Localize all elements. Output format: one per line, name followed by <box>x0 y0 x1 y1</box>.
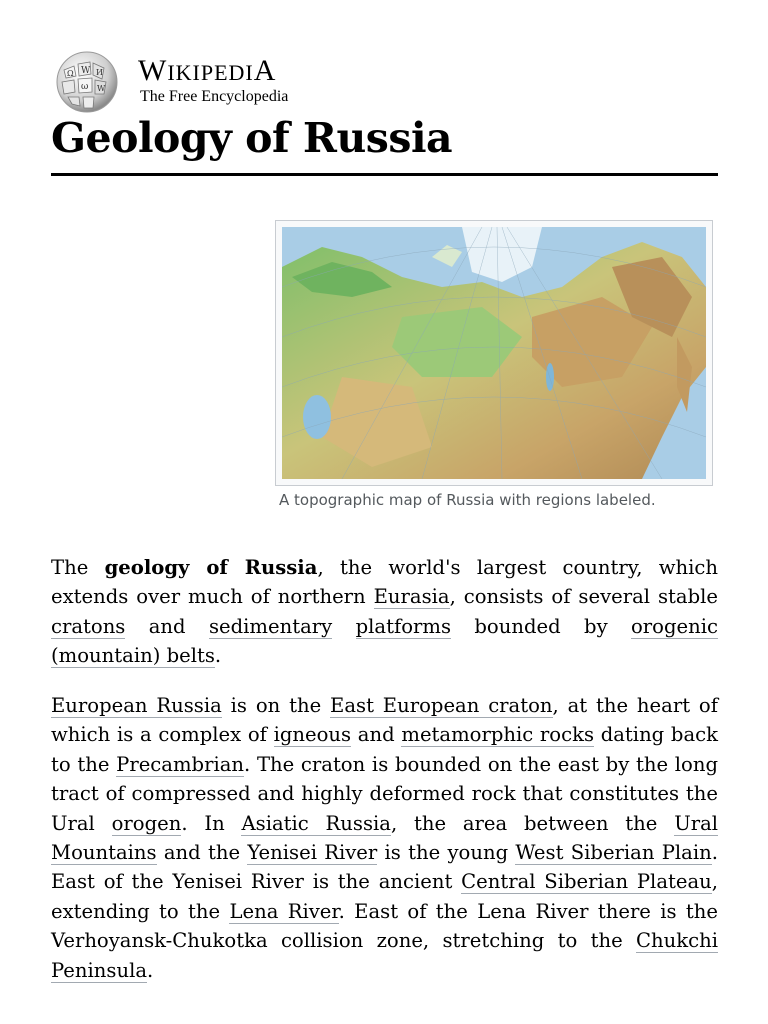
link-metamorphic-rocks[interactable]: metamorphic rocks <box>401 723 594 747</box>
text-run: dating back to the <box>51 723 718 776</box>
link-central-siberian-plateau[interactable]: Central Siberian Plateau <box>461 870 712 894</box>
text-run: . <box>214 644 222 668</box>
link-orogenic-belts[interactable]: orogenic (mountain) belts <box>51 614 718 668</box>
wordmark-small-caps: IKIPEDI <box>167 60 254 85</box>
text-run: , extending to the <box>51 870 719 923</box>
link-cratons[interactable]: cratons <box>51 614 126 638</box>
link-sedimentary[interactable]: sedimentary <box>208 614 333 638</box>
link-asiatic-russia[interactable]: Asiatic Russia <box>241 811 391 835</box>
link-european-russia[interactable]: European Russia <box>51 694 222 717</box>
text-run: , the world's largest country, which extends over much of northern <box>51 556 718 609</box>
link-igneous[interactable]: igneous <box>273 723 352 747</box>
link-yenisei-river[interactable]: Yenisei River <box>247 841 378 865</box>
title-divider <box>51 173 718 176</box>
link-lena-river[interactable]: Lena River <box>229 899 339 923</box>
link-orogen[interactable]: orogen <box>111 811 182 835</box>
text-run: and <box>351 723 402 747</box>
figure-caption: A topographic map of Russia with regions labeled. <box>279 491 656 509</box>
text-run: bounded by <box>451 614 632 638</box>
svg-text:W: W <box>97 84 106 93</box>
text-run: . In <box>181 811 242 835</box>
link-chukchi-peninsula[interactable]: Chukchi Peninsula <box>51 929 718 982</box>
site-header <box>50 50 350 114</box>
text-run: is the young <box>377 841 516 865</box>
link-ural-mountains[interactable]: Ural Mountains <box>51 811 719 865</box>
text-run: is on the <box>221 694 331 717</box>
link-precambrian[interactable]: Precambrian <box>116 752 245 776</box>
page-title: Geology of Russia <box>51 114 453 162</box>
svg-text:И: И <box>96 68 103 77</box>
svg-text:W: W <box>81 66 91 76</box>
text-run: The <box>51 556 105 579</box>
text-run: , consists of several stable <box>449 585 719 609</box>
bold-term: geology of Russia <box>104 556 318 579</box>
text-run: . The craton is bounded on the east by the long tract of compressed and highly deformed rock that constitutes the Ural <box>51 752 718 835</box>
site-tagline: The Free Encyclopedia <box>140 88 289 105</box>
link-west-siberian-plain[interactable]: West Siberian Plain <box>515 841 712 865</box>
text-run: . <box>147 958 154 982</box>
wikipedia-globe-logo[interactable] <box>50 50 124 114</box>
wordmark-letter-w: W <box>138 54 168 87</box>
article-paragraph-1 <box>51 553 718 671</box>
text-run: . East of the Lena River there is the Verhoyansk-Chukotka collision zone, stretching to the <box>51 899 718 953</box>
map-figure[interactable] <box>275 220 713 486</box>
text-run: , the area between the <box>390 811 675 835</box>
wikipedia-wordmark[interactable] <box>138 56 276 88</box>
link-platforms[interactable]: platforms <box>355 614 452 638</box>
wordmark-letter-a: A <box>253 54 277 87</box>
svg-text:Ω: Ω <box>67 69 74 78</box>
text-run: , at the heart of which is a complex of <box>51 694 718 747</box>
svg-text:ω: ω <box>81 82 89 92</box>
text-run: and the <box>156 841 248 865</box>
link-east-european-craton[interactable]: East European craton <box>330 694 553 717</box>
link-eurasia[interactable]: Eurasia <box>373 585 450 609</box>
text-run <box>332 615 355 638</box>
russia-topographic-map <box>282 227 706 479</box>
text-run: . East of the Yenisei River is the ancient <box>51 841 718 894</box>
article-paragraph-2 <box>51 691 718 985</box>
text-run: and <box>125 614 209 638</box>
